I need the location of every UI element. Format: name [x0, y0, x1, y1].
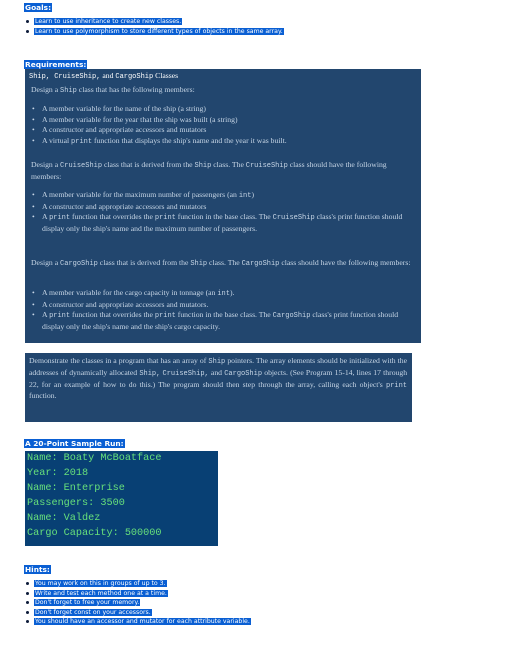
- sample-run-console: [25, 451, 218, 546]
- list-item: [24, 617, 251, 627]
- console-line: Name: Enterprise: [27, 483, 125, 494]
- list-item: [24, 27, 284, 37]
- hint-text: You should have an accessor and mutator for each attribute variable.: [35, 618, 250, 626]
- requirements-heading: Requirements:: [25, 60, 87, 69]
- requirements-title: Ship, CruiseShip, and CargoShip Classes: [29, 71, 179, 81]
- hint-text: Don't forget const on your accessors.: [35, 608, 151, 616]
- requirements-block: [25, 69, 421, 343]
- console-line: Year: 2018: [27, 468, 89, 479]
- demonstrate-block: [25, 353, 412, 422]
- ship-members-list: [31, 104, 413, 147]
- list-item: • A member variable for the maximum number of passengers (an int): [31, 190, 413, 202]
- cargo-intro: Design a CargoShip class that is derived from the Ship class. The CargoShip class should have the following members:: [31, 258, 411, 268]
- list-item: • A member variable for the name of the ship (a string): [31, 104, 413, 115]
- hint-text: You may work on this in groups of up to 3.: [35, 580, 166, 587]
- console-line: Cargo Capacity: 500000: [27, 528, 162, 539]
- list-item: • A member variable for the cargo capacity in tonnage (an int).: [31, 288, 413, 300]
- console-line: Passengers: 3500: [27, 498, 125, 509]
- list-item: • A print function that overrides the print function in the base class. The CargoShip class's print function should display only the ship's name and the ship's cargo capacity.: [31, 310, 413, 332]
- list-item: • A member variable for the year that the ship was built (a string): [31, 115, 413, 126]
- sample-run-heading: A 20-Point Sample Run:: [25, 439, 124, 448]
- hints-heading: Hints:: [25, 565, 50, 574]
- list-item: [24, 579, 251, 589]
- list-item: [24, 17, 284, 27]
- ship-intro: Design a Ship class that has the following members:: [31, 85, 195, 95]
- list-item: • A virtual print function that displays the ship's name and the year it was built.: [31, 136, 413, 148]
- goals-heading: Goals:: [25, 3, 52, 12]
- list-item: [24, 589, 251, 599]
- list-item: [24, 598, 251, 608]
- goal-text: Learn to use inheritance to create new classes.: [35, 18, 182, 25]
- goals-list: [24, 17, 284, 36]
- demonstrate-text: Demonstrate the classes in a program that has an array of Ship pointers. The array elements should be initialized with the addresses of dynamically allocated Ship, CruiseShip, and CargoShip objects. (See Program 15-14, lines 17 through 22, for an example of how to do this.) The program should then step through the array, calling each object's print function.: [29, 356, 408, 401]
- list-item: [24, 608, 251, 618]
- list-item: • A constructor and appropriate accessors and mutators: [31, 202, 413, 213]
- cruise-intro: Design a CruiseShip class that is derived from the Ship class. The CruiseShip class should have the following members:: [31, 160, 387, 181]
- console-line: Name: Boaty McBoatface: [27, 453, 162, 464]
- goal-text: Learn to use polymorphism to store different types of objects in the same array.: [35, 27, 283, 35]
- console-line: Name: Valdez: [27, 513, 101, 524]
- hint-text: Don't forget to free your memory.: [35, 599, 140, 607]
- list-item: • A print function that overrides the print function in the base class. The CruiseShip class's print function should display only the ship's name and the maximum number of passengers.: [31, 212, 413, 234]
- list-item: • A constructor and appropriate accessors and mutators.: [31, 300, 413, 311]
- hints-list: [24, 579, 251, 627]
- hint-text: Write and test each method one at a time.: [35, 589, 167, 597]
- cargo-members-list: [31, 288, 413, 332]
- cruise-members-list: [31, 190, 413, 234]
- list-item: • A constructor and appropriate accessors and mutators: [31, 125, 413, 136]
